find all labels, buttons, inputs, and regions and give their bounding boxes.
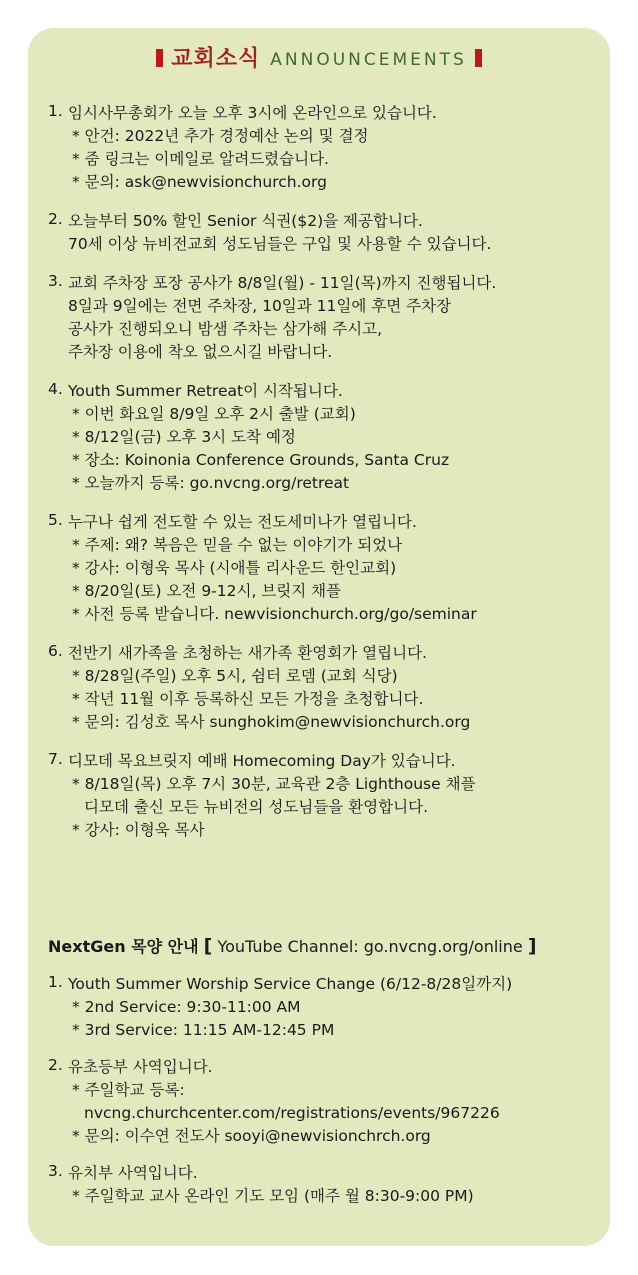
announcement-item [48,750,608,842]
item-detail: * 줌 링크는 이메일로 알려드렸습니다. [72,150,329,168]
announcement-item [48,380,608,495]
youtube-channel-text: YouTube Channel: go.nvcng.org/online [217,937,523,956]
item-detail: * 강사: 이형욱 목사 [72,821,205,839]
item-detail: * 8/20일(토) 오전 9-12시, 브릿지 채플 [72,582,342,600]
item-detail: * 안건: 2022년 추가 경정예산 논의 및 결정 [72,127,369,145]
item-detail: 8일과 9일에는 전면 주차장, 10일과 11일에 후면 주차장 [68,297,452,315]
title-korean: 교회소식 [171,46,261,72]
nextgen-item [48,1056,608,1148]
item-number: 2. [48,210,63,228]
item-headline: 디모데 목요브릿지 예배 Homecoming Day가 있습니다. [68,752,456,770]
item-headline: 유치부 사역입니다. [68,1164,198,1182]
item-detail: * 주일학교 교사 온라인 기도 모임 (매주 월 8:30-9:00 PM) [72,1187,474,1205]
item-headline: 유초등부 사역입니다. [68,1058,213,1076]
announcement-item [48,210,608,256]
item-headline: 오늘부터 50% 할인 Senior 식권($2)을 제공합니다. [68,212,423,230]
item-number: 5. [48,511,63,529]
item-detail: * 8/18일(목) 오후 7시 30분, 교육관 2층 Lighthouse 채플 [72,775,476,793]
item-detail: * 사전 등록 받습니다. newvisionchurch.org/go/seminar [72,605,477,623]
announcement-item [48,272,608,364]
bracket-close: ] [527,935,537,957]
item-headline: 임시사무총회가 오늘 오후 3시에 온라인으로 있습니다. [68,104,437,122]
header [28,42,610,76]
registration-url: nvcng.churchcenter.com/registrations/events/967226 [84,1104,500,1122]
announcement-item [48,642,608,734]
red-bar-right [475,49,482,67]
item-detail: 디모데 출신 모든 뉴비전의 성도님들을 환영합니다. [84,798,428,816]
nextgen-list [48,973,608,1222]
item-detail: * 주제: 왜? 복음은 믿을 수 없는 이야기가 되었나 [72,536,403,554]
announcements-card [28,28,610,1246]
bracket-open: [ [203,935,213,957]
item-headline: Youth Summer Worship Service Change (6/12-8/28일까지) [68,975,513,993]
item-detail: 공사가 진행되오니 밤샘 주차는 삼가해 주시고, [68,320,383,338]
nextgen-item [48,1162,608,1208]
item-detail: * 작년 11월 이후 등록하신 모든 가정을 초청합니다. [72,690,424,708]
item-number: 3. [48,1162,63,1180]
item-detail: * 문의: 이수연 전도사 sooyi@newvisionchrch.org [72,1127,431,1145]
item-detail: * 장소: Koinonia Conference Grounds, Santa Cruz [72,451,450,469]
red-bar-left [156,49,163,67]
item-number: 7. [48,750,63,768]
item-detail: 70세 이상 뉴비전교회 성도님들은 구입 및 사용할 수 있습니다. [68,235,492,253]
item-detail: * 이번 화요일 8/9일 오후 2시 출발 (교회) [72,405,356,423]
item-detail: * 2nd Service: 9:30-11:00 AM [72,998,301,1016]
item-detail: * 문의: 김성호 목사 sunghokim@newvisionchurch.org [72,713,471,731]
item-detail: * 강사: 이형욱 목사 (시애틀 리사운드 한인교회) [72,559,397,577]
item-number: 4. [48,380,63,398]
announcement-list [48,102,608,858]
announcement-item [48,511,608,626]
announcement-item [48,102,608,194]
item-number: 1. [48,102,63,120]
nextgen-title: NextGen 목양 안내 [48,937,199,956]
item-detail: 주차장 이용에 착오 없으시길 바랍니다. [68,343,333,361]
item-detail: * 문의: ask@newvisionchurch.org [72,173,327,191]
item-detail: * 8/12일(금) 오후 3시 도착 예정 [72,428,296,446]
item-headline: Youth Summer Retreat이 시작됩니다. [68,382,343,400]
item-detail: * 오늘까지 등록: go.nvcng.org/retreat [72,474,350,492]
item-number: 2. [48,1056,63,1074]
nextgen-heading [48,934,537,959]
item-headline: 누구나 쉽게 전도할 수 있는 전도세미나가 열립니다. [68,513,417,531]
item-detail: * 주일학교 등록: [72,1081,185,1099]
item-detail: * 8/28일(주일) 오후 5시, 쉼터 로뎀 (교회 식당) [72,667,398,685]
item-detail: * 3rd Service: 11:15 AM-12:45 PM [72,1021,335,1039]
nextgen-item [48,973,608,1042]
item-number: 6. [48,642,63,660]
item-number: 3. [48,272,63,290]
title-english: ANNOUNCEMENTS [270,49,467,70]
item-headline: 교회 주차장 포장 공사가 8/8일(월) - 11일(목)까지 진행됩니다. [68,274,497,292]
item-headline: 전반기 새가족을 초청하는 새가족 환영회가 열립니다. [68,644,427,662]
item-number: 1. [48,973,63,991]
